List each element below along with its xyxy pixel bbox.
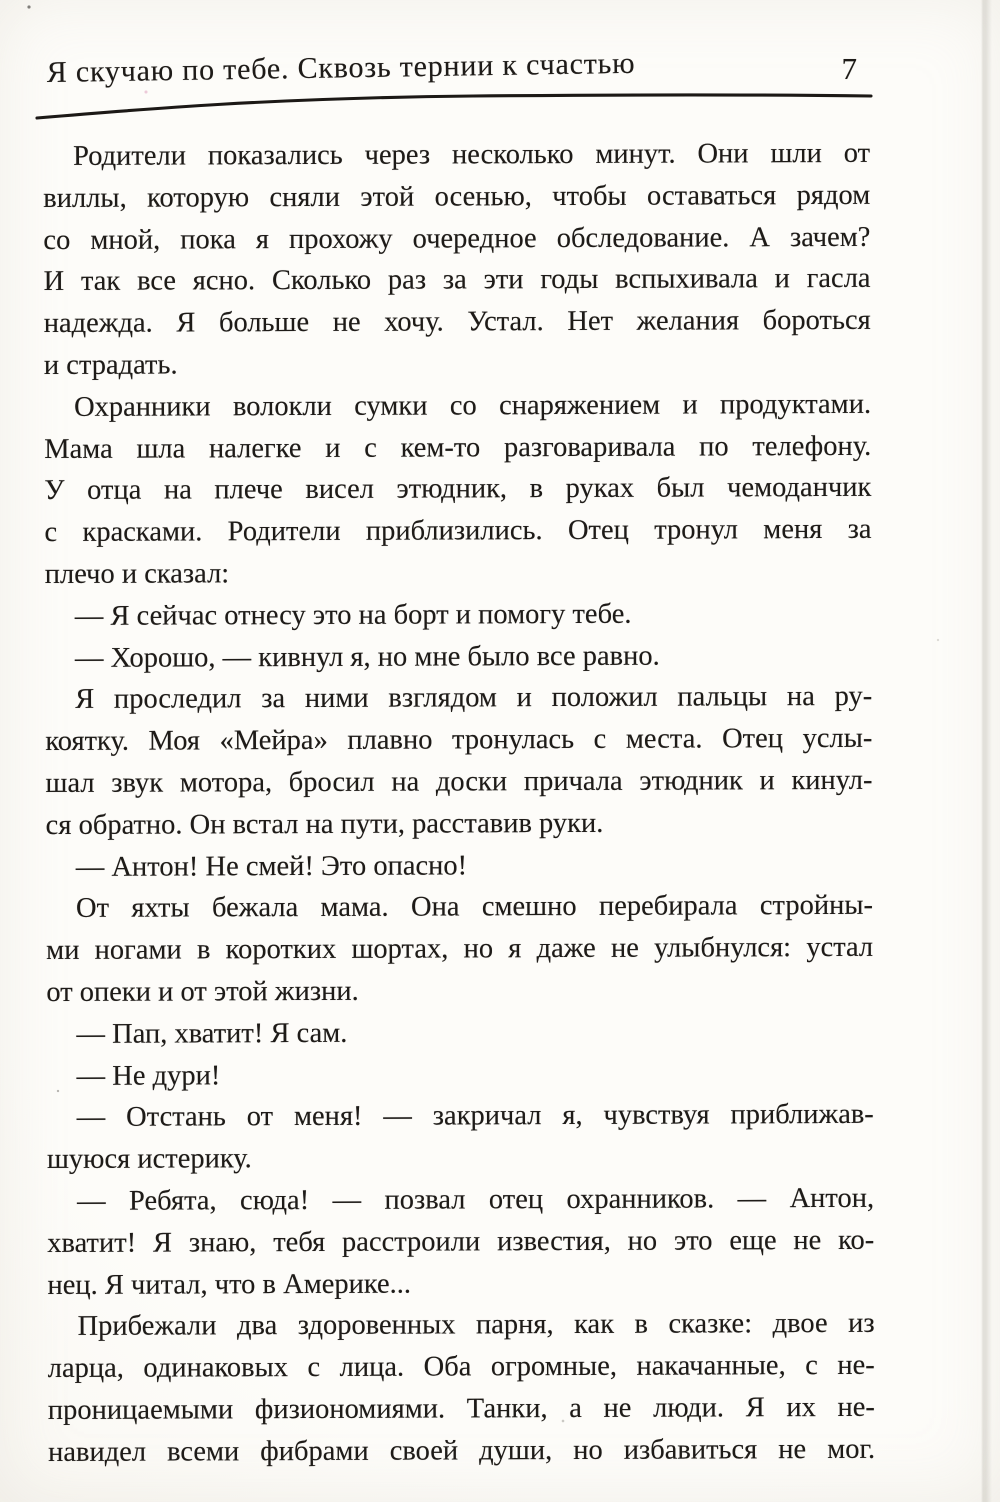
text-line: коятку. Моя «Мейра» плавно тронулась с места. Отец услы- <box>45 722 873 758</box>
paragraph <box>47 1094 874 1181</box>
text-line: — Пап, хватит! Я сам. <box>76 1017 348 1050</box>
paragraph <box>46 1011 873 1056</box>
paragraph <box>46 885 873 1014</box>
text-line: и страдать. <box>43 349 178 381</box>
text-line: плечо и сказал: <box>44 558 230 590</box>
paragraph <box>45 593 872 638</box>
text-line: с красками. Родители приблизились. Отец тронул меня за <box>44 513 872 549</box>
paragraph <box>46 843 873 888</box>
text-line: — Отстань от меня! — закричал я, чувствуя приближав- <box>76 1099 874 1134</box>
text-line: хватит! Я знаю, тебя расстроили известия, но это еще не ко- <box>47 1224 875 1259</box>
paragraph <box>43 133 871 387</box>
text-line: ми ногами в коротких шортах, но я даже не улыбнулся: устал <box>46 931 874 967</box>
text-line: надежда. Я больше не хочу. Устал. Нет желания бороться <box>43 305 871 340</box>
text-line: виллы, которую сняли этой осенью, чтобы оставаться рядом <box>43 179 871 214</box>
text-line: шуюся истерику. <box>46 1143 252 1176</box>
text-line: Прибежали два здоровенных парня, как в сказке: двое из <box>77 1308 875 1343</box>
text-line: проницаемыми физиономиями. Танки, а не люди. Я их не- <box>47 1391 875 1426</box>
paragraph <box>45 634 872 679</box>
text-line: — Не дури! <box>76 1059 221 1092</box>
text-line: Мама шла налегке и с кем-то разговаривала по телефону. <box>44 430 872 465</box>
paragraph <box>47 1052 874 1097</box>
paragraph <box>45 676 873 846</box>
text-line: от опеки и от этой жизни. <box>46 975 359 1008</box>
text-line: И так все ясно. Сколько раз за эти годы вспыхивала и гасла <box>43 263 871 298</box>
page-number: 7 <box>841 51 857 86</box>
text-line: со мной, пока я прохожу очередное обследование. А зачем? <box>43 221 871 256</box>
paragraph <box>44 384 872 596</box>
header-rule-line <box>33 90 875 126</box>
paragraph <box>47 1178 874 1307</box>
text-line: Охранники волокли сумки со снаряжением и продуктами. <box>73 388 872 423</box>
paragraph <box>47 1303 875 1473</box>
text-line: Я проследил за ними взглядом и положил пальцы на ру- <box>75 681 873 716</box>
text-line: — Я сейчас отнесу это на борт и помогу тебе. <box>74 598 632 632</box>
text-line: шал звук мотора, бросил на доски причала этюдник и кинул- <box>45 764 873 799</box>
text-line: У отца на плече висел этюдник, в руках был чемоданчик <box>44 472 872 507</box>
text-line: — Антон! Не смей! Это опасно! <box>75 849 468 883</box>
text-line: нец. Я читал, что в Америке... <box>47 1268 412 1301</box>
text-line: ся обратно. Он встал на пути, расставив руки. <box>45 807 604 841</box>
text-line: ларца, одинаковых с лица. Оба огромные, накачанные, с не- <box>47 1349 875 1385</box>
text-line: От яхты бежала мама. Она смешно перебирала стройны- <box>75 890 874 925</box>
text-line: — Хорошо, — кивнул я, но мне было все равно. <box>74 640 660 674</box>
running-head <box>45 46 955 94</box>
text-line: навидел всеми фибрами своей души, но избавиться не мог. <box>47 1433 876 1468</box>
running-title: Я скучаю по тебе. Сквозь тернии к счастью <box>46 46 636 90</box>
text-block <box>43 133 875 1474</box>
text-line: — Ребята, сюда! — позвал отец охранников. — Антон, <box>77 1182 875 1217</box>
text-line: Родители показались через несколько минут. Они шли от <box>73 137 871 172</box>
